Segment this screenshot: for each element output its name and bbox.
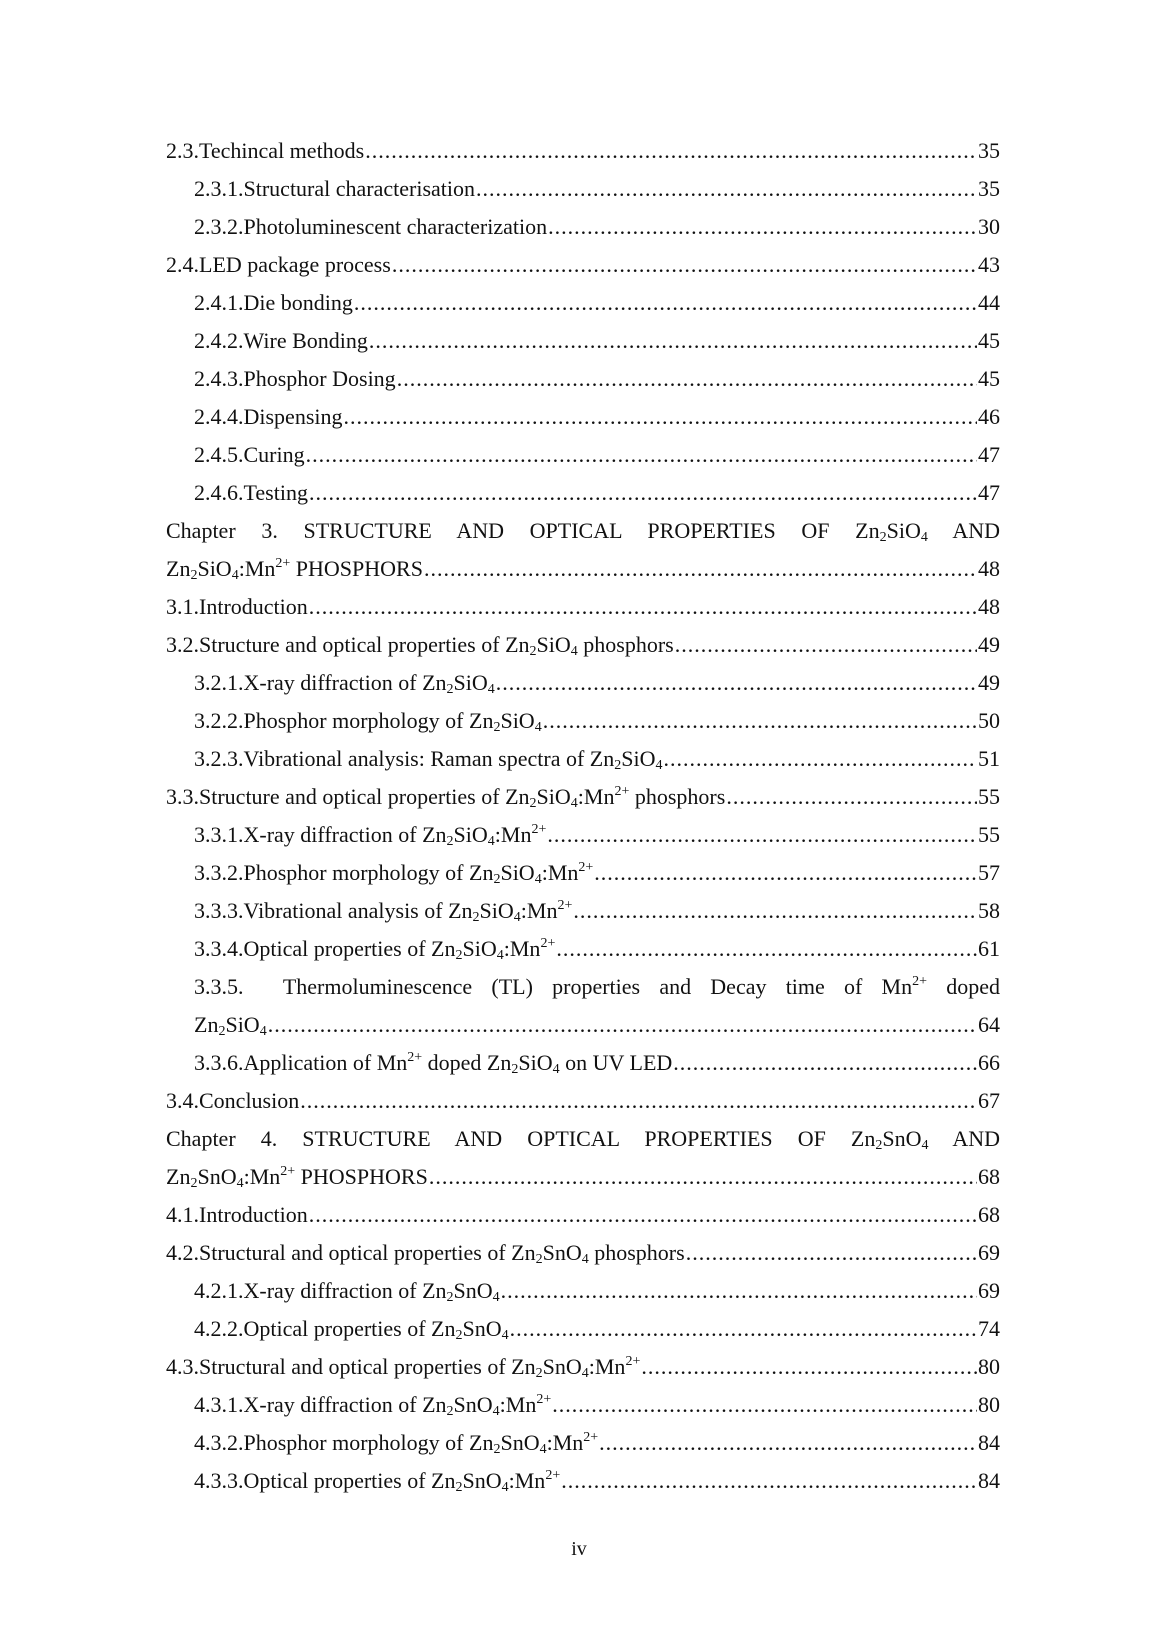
toc-entry-number: 3.2.1.	[194, 670, 244, 695]
toc-entry-page: 43	[978, 252, 1000, 277]
toc-entry-title: Dispensing	[243, 404, 343, 429]
dot-leader	[548, 208, 977, 246]
dot-leader	[573, 892, 977, 930]
toc-entry-number: 3.3.2.	[194, 860, 244, 885]
dot-leader	[599, 1424, 977, 1462]
toc-entry-title-line: $Zn_2SiO_4$ ..... 64	[166, 1006, 1000, 1044]
toc-entry-title: Phosphor morphology of $Zn_2SiO_4:Mn^{2+}$	[243, 860, 594, 887]
dot-leader	[306, 436, 977, 474]
toc-entry-number: 2.4.4.	[194, 404, 244, 429]
dot-leader	[429, 1158, 977, 1196]
toc-entry-number: 4.2.2.	[194, 1316, 244, 1341]
toc-entry-title-line: Chapter 4. STRUCTURE AND OPTICAL PROPERTIES OF $Zn_2SnO_4$ AND	[166, 1126, 1000, 1153]
toc-entry-title: LED package process	[199, 252, 391, 277]
toc-entry-number: 3.3.6.	[194, 1050, 244, 1075]
toc-entry-title: Structure and optical properties of $Zn_2SiO_4:Mn^{2+}$ phosphors	[199, 784, 726, 811]
dot-leader	[673, 1044, 977, 1082]
toc-entry[interactable]	[166, 132, 1000, 170]
toc-entry-number: 3.3.5.	[194, 974, 244, 999]
toc-entry-page: 46	[978, 404, 1000, 429]
toc-entry[interactable]	[166, 588, 1000, 626]
toc-entry-number: 4.3.2.	[194, 1430, 244, 1455]
toc-entry-title: Photoluminescent characterization	[243, 214, 548, 239]
toc-entry-number: 4.3.1.	[194, 1392, 244, 1417]
toc-entry-number: 2.4.5.	[194, 442, 244, 467]
toc-entry[interactable]	[166, 246, 1000, 284]
toc-entry-page: 84	[978, 1430, 1000, 1455]
dot-leader	[556, 930, 977, 968]
toc-entry-number: 4.3.3.	[194, 1468, 244, 1493]
toc-entry[interactable]	[166, 1196, 1000, 1234]
dot-leader	[424, 550, 977, 588]
toc-entry-page: 44	[978, 290, 1000, 315]
toc-entry-title: Structural characterisation	[243, 176, 476, 201]
dot-leader	[309, 1196, 977, 1234]
toc-entry-page: 55	[978, 822, 1000, 847]
toc-entry-page: 51	[978, 746, 1000, 771]
toc-entry-title: X-ray diffraction of $Zn_2SnO_4:Mn^{2+}$	[243, 1392, 552, 1419]
toc-entry-page: 47	[978, 442, 1000, 467]
dot-leader	[365, 132, 977, 170]
dot-leader	[476, 170, 977, 208]
toc-entry[interactable]	[166, 930, 1000, 968]
toc-entry[interactable]	[166, 740, 1000, 778]
toc-entry-title: Phosphor Dosing	[243, 366, 396, 391]
toc-entry-number: 4.3.	[166, 1354, 199, 1379]
toc-entry-page: 66	[978, 1050, 1000, 1075]
toc-entry-page: 68	[978, 1164, 1000, 1189]
toc-entry-title-line: Chapter 3. STRUCTURE AND OPTICAL PROPERTIES OF $Zn_2SiO_4$ AND	[166, 518, 1000, 545]
toc-entry[interactable]	[166, 626, 1000, 664]
toc-entry[interactable]	[166, 1310, 1000, 1348]
dot-leader	[561, 1462, 977, 1500]
toc-entry[interactable]	[166, 1234, 1000, 1272]
toc-entry-number: 3.2.2.	[194, 708, 244, 733]
dot-leader	[300, 1082, 977, 1120]
toc-entry-number: 3.3.1.	[194, 822, 244, 847]
toc-entry[interactable]	[166, 854, 1000, 892]
toc-entry-title: Structure and optical properties of $Zn_2SiO_4$ phosphors	[199, 632, 674, 659]
toc-entry-title: Testing	[243, 480, 308, 505]
toc-entry-page: 58	[978, 898, 1000, 923]
toc-entry-number: 2.3.	[166, 138, 199, 163]
toc-entry-title: Vibrational analysis: Raman spectra of $Zn_2SiO_4$	[243, 746, 663, 773]
dot-leader	[547, 816, 977, 854]
toc-entry-page: 80	[978, 1354, 1000, 1379]
toc-entry-title: Introduction	[199, 1202, 308, 1227]
toc-entry-number: 2.4.1.	[194, 290, 244, 315]
dot-leader	[594, 854, 977, 892]
toc-entry-number: 2.4.	[166, 252, 199, 277]
toc-entry-page: 67	[978, 1088, 1000, 1113]
toc-entry-page: 45	[978, 328, 1000, 353]
toc-entry-page: 48	[978, 556, 1000, 581]
toc-entry[interactable]	[166, 664, 1000, 702]
toc-entry-title: Wire Bonding	[243, 328, 368, 353]
toc-entry[interactable]	[166, 360, 1000, 398]
dot-leader	[392, 246, 977, 284]
dot-leader	[543, 702, 977, 740]
toc-entry-number: 3.3.	[166, 784, 199, 809]
toc-entry[interactable]	[166, 170, 1000, 208]
toc-entry[interactable]	[166, 1424, 1000, 1462]
toc-entry-title: X-ray diffraction of $Zn_2SiO_4$	[243, 670, 495, 697]
dot-leader	[501, 1272, 977, 1310]
toc-entry-title: Curing	[243, 442, 305, 467]
toc-entry-title: Phosphor morphology of $Zn_2SnO_4:Mn^{2+}$	[243, 1430, 599, 1457]
toc-entry-page: 84	[978, 1468, 1000, 1493]
toc-entry-title: Optical properties of $Zn_2SiO_4:Mn^{2+}$	[243, 936, 556, 963]
toc-entry-page: 74	[978, 1316, 1000, 1341]
toc-entry[interactable]	[166, 436, 1000, 474]
toc-entry-number: 4.2.	[166, 1240, 199, 1265]
toc-entry-number: 3.3.4.	[194, 936, 244, 961]
toc-entry-title: Vibrational analysis of $Zn_2SiO_4:Mn^{2+}$	[243, 898, 573, 925]
toc-entry[interactable]	[166, 322, 1000, 360]
dot-leader	[663, 740, 977, 778]
toc-entry-title: Phosphor morphology of $Zn_2SiO_4$	[243, 708, 542, 735]
toc-entry[interactable]	[166, 208, 1000, 246]
toc-entry-title: Introduction	[199, 594, 308, 619]
toc-entry[interactable]	[166, 968, 1000, 1044]
toc-entry-title: Conclusion	[199, 1088, 300, 1113]
dot-leader	[686, 1234, 977, 1272]
dot-leader	[510, 1310, 977, 1348]
toc-entry-page: 64	[978, 1012, 1000, 1037]
toc-entry-number: 4.1.	[166, 1202, 199, 1227]
toc-entry-page: 48	[978, 594, 1000, 619]
toc-entry[interactable]	[166, 1462, 1000, 1500]
toc-entry[interactable]	[166, 778, 1000, 816]
toc-entry-number: 2.3.2.	[194, 214, 244, 239]
table-of-contents	[166, 132, 1000, 1500]
toc-entry[interactable]	[166, 1082, 1000, 1120]
dot-leader	[369, 322, 977, 360]
toc-entry-page: 55	[978, 784, 1000, 809]
toc-entry[interactable]	[166, 474, 1000, 512]
toc-entry-title-line: $Zn_2SiO_4:Mn^{2+}$ PHOSPHORS ..... 48	[166, 550, 1000, 588]
dot-leader	[354, 284, 977, 322]
toc-entry-page: 69	[978, 1278, 1000, 1303]
toc-entry[interactable]	[166, 284, 1000, 322]
toc-entry-title-line: 3.3.5. Thermoluminescence (TL) properties and Decay time of $Mn^{2+}$ doped	[166, 968, 1000, 1006]
toc-entry-page: 61	[978, 936, 1000, 961]
toc-entry-number: 3.4.	[166, 1088, 199, 1113]
toc-entry-page: 35	[978, 138, 1000, 163]
toc-entry-number: 2.3.1.	[194, 176, 244, 201]
toc-entry-title: Structural and optical properties of $Zn_2SnO_4$ phosphors	[199, 1240, 685, 1267]
toc-entry-page: 47	[978, 480, 1000, 505]
toc-entry-number: 4.2.1.	[194, 1278, 244, 1303]
dot-leader	[309, 474, 977, 512]
toc-entry-page: 80	[978, 1392, 1000, 1417]
toc-entry-title: X-ray diffraction of $Zn_2SnO_4$	[243, 1278, 500, 1305]
toc-entry-page: 68	[978, 1202, 1000, 1227]
dot-leader	[344, 398, 978, 436]
toc-entry-number: 3.2.	[166, 632, 199, 657]
toc-entry-page: 30	[978, 214, 1000, 239]
toc-entry-page: 57	[978, 860, 1000, 885]
toc-chapter-entry[interactable]	[166, 1120, 1000, 1196]
toc-entry[interactable]	[166, 816, 1000, 854]
toc-entry-number: 3.3.3.	[194, 898, 244, 923]
toc-entry[interactable]	[166, 1272, 1000, 1310]
toc-entry-title: Die bonding	[243, 290, 353, 315]
toc-entry-number: 2.4.2.	[194, 328, 244, 353]
toc-entry-title: Application of $Mn^{2+}$ doped $Zn_2SiO_4$ on UV LED	[243, 1050, 673, 1077]
dot-leader	[552, 1386, 977, 1424]
toc-entry[interactable]	[166, 1386, 1000, 1424]
dot-leader	[397, 360, 977, 398]
dot-leader	[496, 664, 977, 702]
toc-entry-page: 69	[978, 1240, 1000, 1265]
dot-leader	[268, 1006, 977, 1044]
dot-leader	[309, 588, 977, 626]
toc-chapter-entry[interactable]	[166, 512, 1000, 588]
toc-entry-title: Structural and optical properties of $Zn_2SnO_4:Mn^{2+}$	[199, 1354, 641, 1381]
toc-entry-page: 35	[978, 176, 1000, 201]
toc-entry-page: 49	[978, 632, 1000, 657]
toc-entry[interactable]	[166, 892, 1000, 930]
page-number: iv	[571, 1538, 587, 1560]
dot-leader	[726, 778, 977, 816]
toc-entry[interactable]	[166, 398, 1000, 436]
toc-entry-title: Optical properties of $Zn_2SnO_4$	[243, 1316, 509, 1343]
toc-entry[interactable]	[166, 1044, 1000, 1082]
toc-entry-title: X-ray diffraction of $Zn_2SiO_4:Mn^{2+}$	[243, 822, 547, 849]
toc-entry-page: 50	[978, 708, 1000, 733]
toc-entry-title: Optical properties of $Zn_2SnO_4:Mn^{2+}$	[243, 1468, 561, 1495]
toc-entry-page: 45	[978, 366, 1000, 391]
toc-entry-title-line: $Zn_2SnO_4:Mn^{2+}$ PHOSPHORS ..... 68	[166, 1158, 1000, 1196]
dot-leader	[641, 1348, 977, 1386]
toc-entry-page: 49	[978, 670, 1000, 695]
toc-entry[interactable]	[166, 1348, 1000, 1386]
toc-entry-number: 3.2.3.	[194, 746, 244, 771]
toc-entry-number: 2.4.3.	[194, 366, 244, 391]
toc-entry-number: 3.1.	[166, 594, 199, 619]
toc-entry-number: 2.4.6.	[194, 480, 244, 505]
toc-entry[interactable]	[166, 702, 1000, 740]
toc-entry-title: Techincal methods	[199, 138, 365, 163]
dot-leader	[675, 626, 977, 664]
